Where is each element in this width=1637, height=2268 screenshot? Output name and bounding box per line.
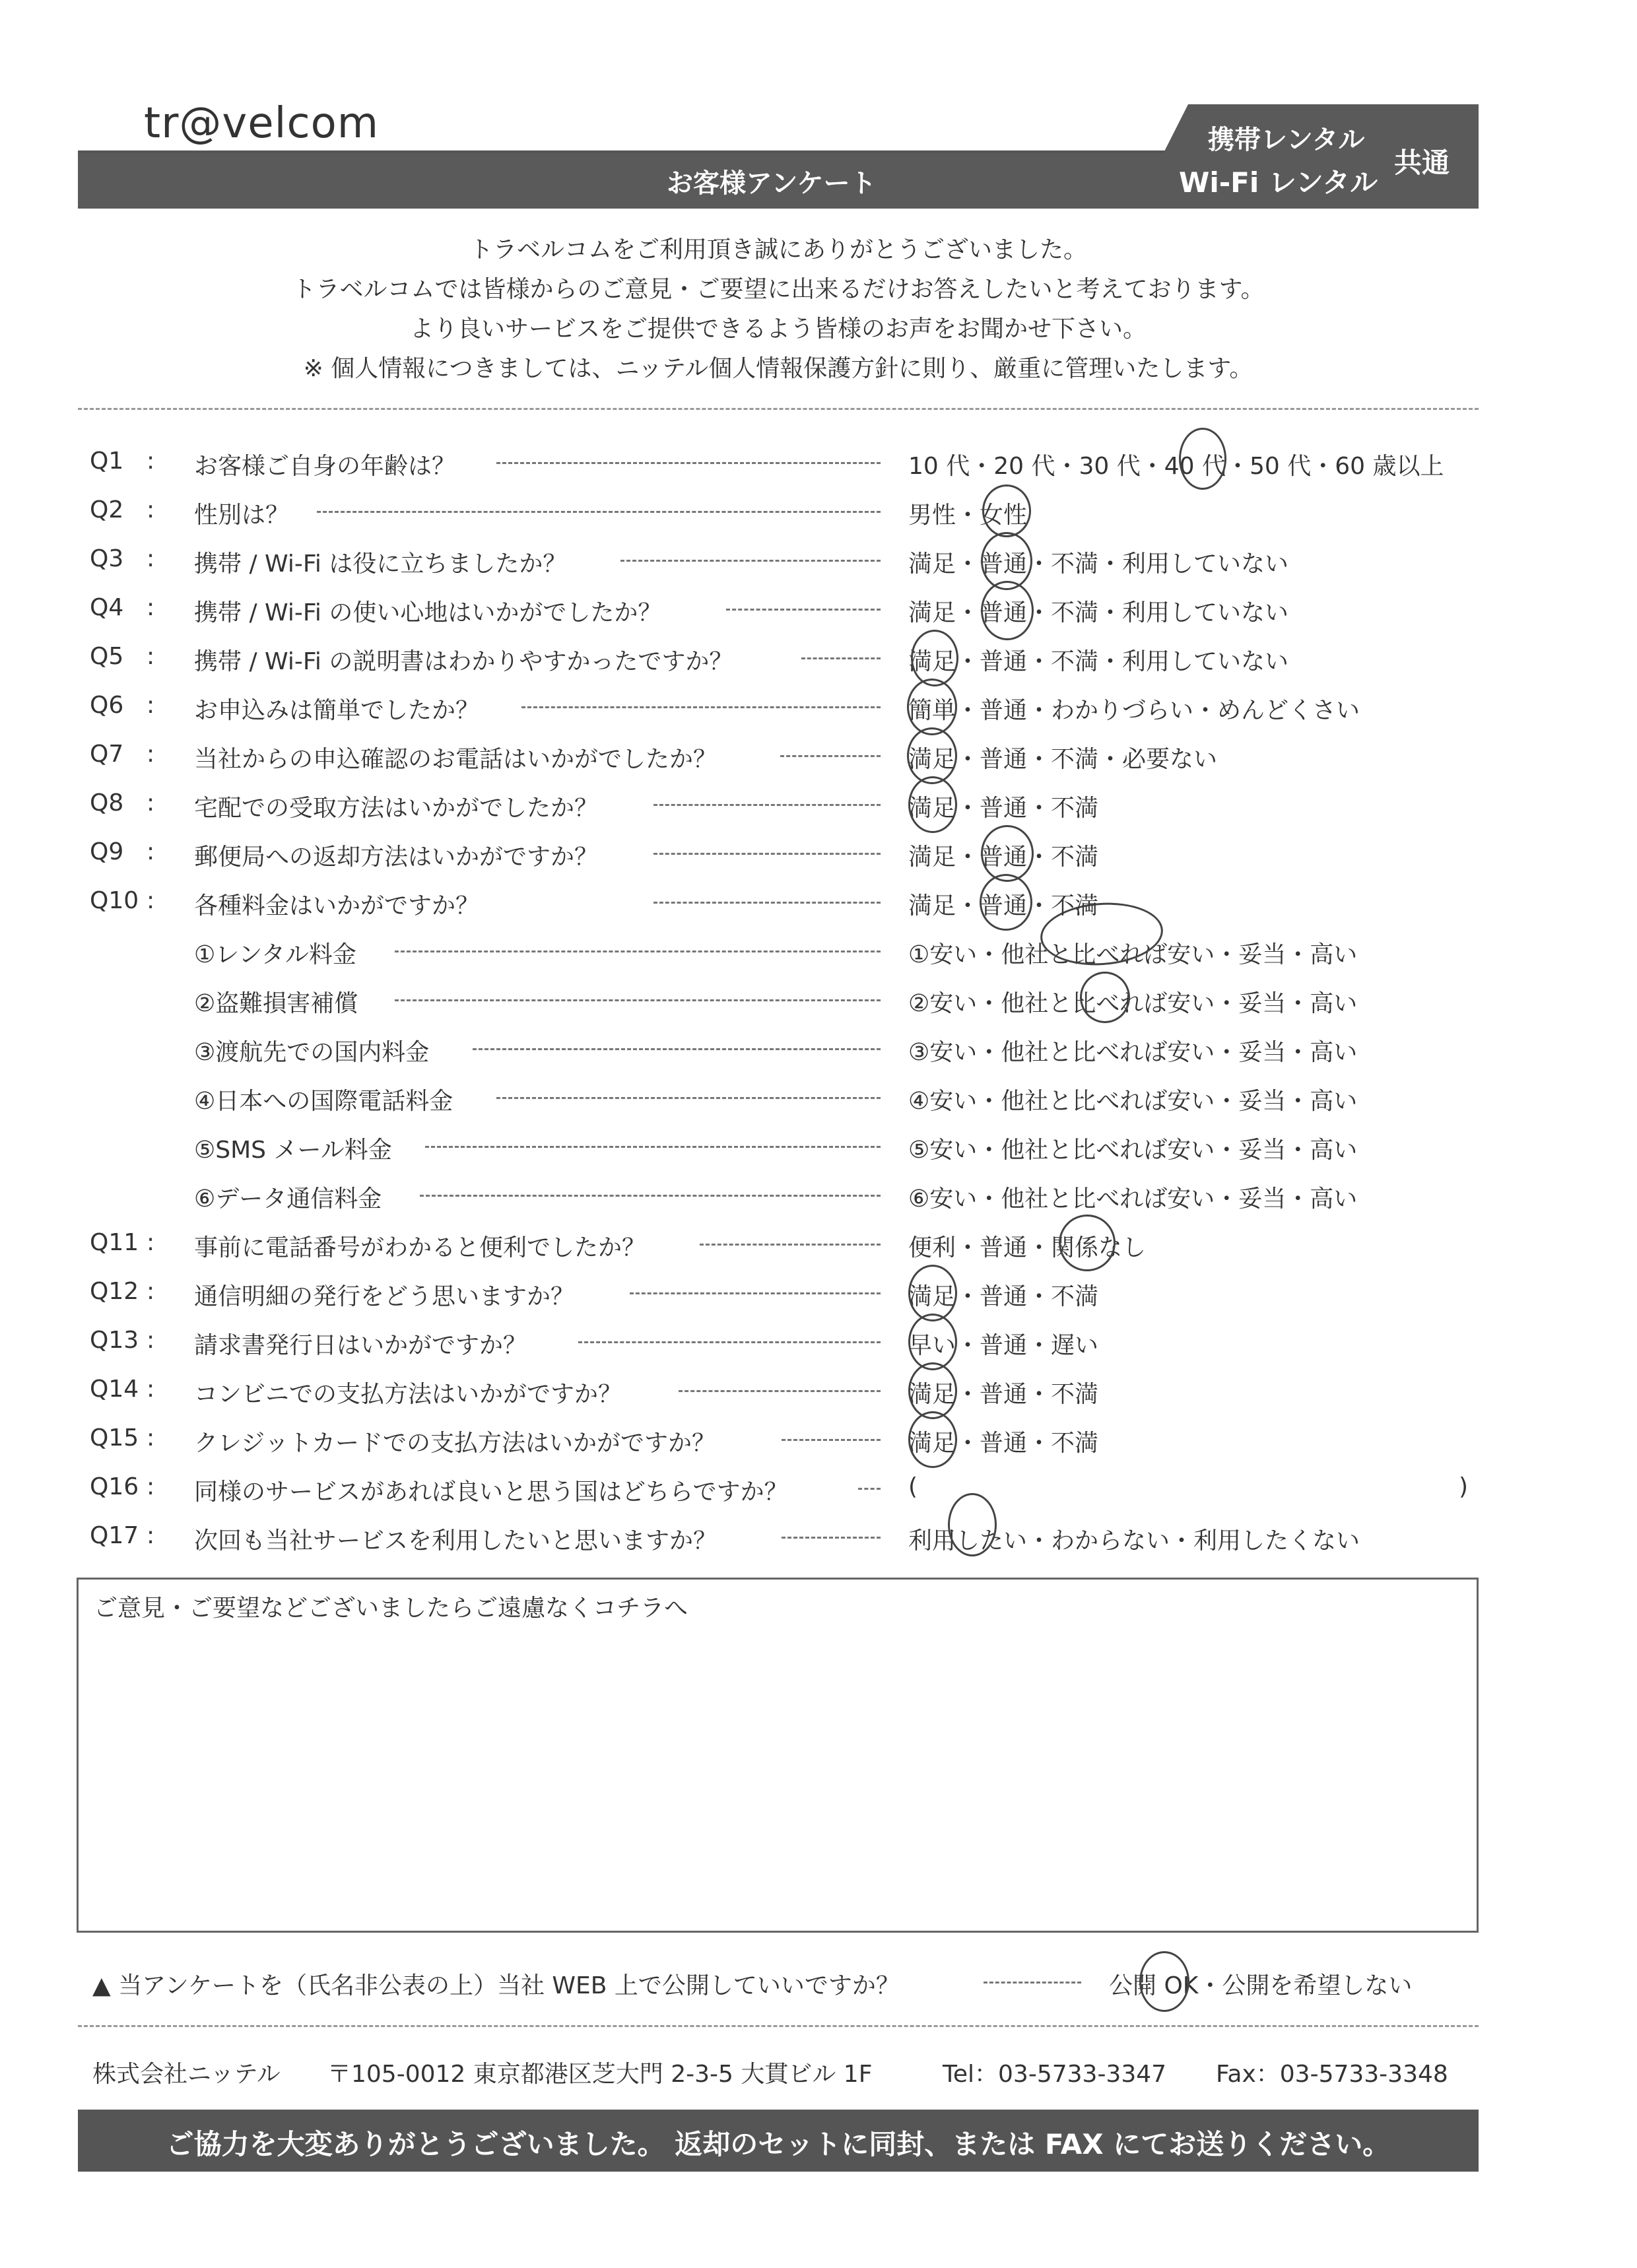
question-number: Q4 xyxy=(90,594,124,621)
question-text: お客様ご自身の年齢は？ xyxy=(194,453,456,480)
leader-line xyxy=(700,1244,881,1246)
fee-item: ⑥データ通信料金 xyxy=(194,1185,382,1213)
company-address: 〒105-0012 東京都港区芝大門 2-3-5 大貫ビル 1F xyxy=(327,2061,873,2088)
question-text: 次回も当社サービスを利用したいと思いますか？ xyxy=(194,1527,718,1554)
selection-circle xyxy=(948,1493,997,1556)
publish-question: ▲ 当アンケートを（氏名非公表の上）当社 WEB 上で公開していいですか？ xyxy=(92,1972,900,1999)
question-text: 郵便局への返却方法はいかがですか？ xyxy=(194,844,599,871)
colon: : xyxy=(147,545,155,572)
leader-line xyxy=(726,609,881,611)
intro-line: トラベルコムをご利用頂き誠にありがとうございました。 xyxy=(469,236,1087,263)
colon: : xyxy=(147,887,155,914)
bottom-bar-text: ご協力を大変ありがとうございました。 返却のセットに同封、または FAX にてお送りください。 xyxy=(166,2128,1391,2160)
question-number: Q16 xyxy=(90,1473,139,1500)
question-number: Q6 xyxy=(90,692,124,719)
fee-answer[interactable]: ③安い・他社と比べれば安い・妥当・高い xyxy=(908,1039,1358,1066)
selection-circle xyxy=(911,630,958,686)
answer-options[interactable]: 満足・普通・不満・利用していない xyxy=(908,599,1289,626)
selection-circle xyxy=(1179,428,1226,490)
fee-item: ④日本への国際電話料金 xyxy=(194,1088,453,1115)
answer-options[interactable]: 10 代・20 代・30 代・40 代・50 代・60 歳以上 xyxy=(908,453,1444,480)
selection-circle xyxy=(1139,1951,1189,2012)
leader-line xyxy=(780,755,881,757)
question-text: 同様のサービスがあれば良いと思う国はどちらですか？ xyxy=(194,1479,788,1506)
answer-options[interactable]: 満足・普通・不満・利用していない xyxy=(908,550,1289,578)
answer-options[interactable]: 利用したい・わからない・利用したくない xyxy=(908,1527,1360,1554)
selection-circle xyxy=(982,484,1031,537)
colon: : xyxy=(147,741,155,768)
leader-line xyxy=(395,999,881,1001)
leader-line xyxy=(473,1048,881,1050)
colon: : xyxy=(147,1473,155,1500)
selection-circle xyxy=(981,581,1034,640)
fee-answer[interactable]: ④安い・他社と比べれば安い・妥当・高い xyxy=(908,1088,1358,1115)
leader-line xyxy=(782,1537,881,1539)
company-name: 株式会社ニッテル xyxy=(92,2061,281,2088)
fee-answer[interactable]: ⑤安い・他社と比べれば安い・妥当・高い xyxy=(908,1137,1358,1164)
leader-line xyxy=(984,1982,1081,1984)
question-text: 各種料金はいかがですか？ xyxy=(194,892,480,919)
answer-open-paren: ( xyxy=(908,1473,918,1500)
answer-options[interactable]: 満足・普通・不満 xyxy=(908,1283,1099,1310)
travelcom-logo: tr@velcom xyxy=(144,99,380,148)
header-common: 共通 xyxy=(1394,147,1450,179)
answer-close-paren: ) xyxy=(1459,1473,1469,1500)
answer-options[interactable]: 満足・普通・不満・利用していない xyxy=(908,648,1289,675)
colon: : xyxy=(147,1522,155,1549)
question-text: クレジットカードでの支払方法はいかがですか？ xyxy=(194,1430,716,1457)
colon: : xyxy=(147,1376,155,1403)
question-number: Q15 xyxy=(90,1424,139,1451)
question-text: 請求書発行日はいかがですか？ xyxy=(194,1332,527,1359)
header-mobile-rental: 携帯レンタル xyxy=(1208,125,1365,155)
question-number: Q13 xyxy=(90,1327,139,1354)
question-number: Q3 xyxy=(90,545,124,572)
selection-circle xyxy=(1080,972,1130,1023)
question-number: Q14 xyxy=(90,1376,139,1403)
answer-options[interactable]: 満足・普通・不満 xyxy=(908,1430,1099,1457)
comment-box[interactable] xyxy=(77,1578,1479,1933)
leader-line xyxy=(679,1390,881,1392)
company-fax: Fax：03-5733-3348 xyxy=(1216,2061,1448,2088)
leader-line xyxy=(858,1488,881,1490)
colon: : xyxy=(147,838,155,865)
selection-circle xyxy=(1059,1215,1116,1271)
colon: : xyxy=(147,594,155,621)
colon: : xyxy=(147,692,155,719)
fee-answer[interactable]: ②安い・他社と比べれば安い・妥当・高い xyxy=(908,990,1358,1017)
question-number: Q9 xyxy=(90,838,124,865)
leader-line xyxy=(521,706,881,708)
question-text: コンビニでの支払方法はいかがですか？ xyxy=(194,1381,622,1408)
question-number: Q8 xyxy=(90,789,124,817)
answer-options[interactable]: 満足・普通・不満・必要ない xyxy=(908,746,1218,773)
answer-options[interactable]: 満足・普通・不満 xyxy=(908,1381,1099,1408)
section-divider xyxy=(78,408,1479,410)
question-text: 携帯 / Wi-Fi は役に立ちましたか？ xyxy=(194,550,567,578)
answer-options[interactable]: 満足・普通・不満 xyxy=(908,892,1099,919)
leader-line xyxy=(653,902,881,904)
question-number: Q2 xyxy=(90,496,124,523)
leader-line xyxy=(620,560,881,562)
leader-line xyxy=(496,1097,881,1099)
fee-item: ①レンタル料金 xyxy=(194,941,356,968)
answer-options[interactable]: 満足・普通・不満 xyxy=(908,844,1099,871)
colon: : xyxy=(147,1229,155,1256)
colon: : xyxy=(147,448,155,475)
question-number: Q7 xyxy=(90,741,124,768)
question-number: Q17 xyxy=(90,1522,139,1549)
intro-line: より良いサービスをご提供できるよう皆様のお声をお聞かせ下さい。 xyxy=(409,316,1147,343)
question-text: 通信明細の発行をどう思いますか？ xyxy=(194,1283,575,1310)
leader-line xyxy=(578,1341,881,1343)
question-number: Q1 xyxy=(90,448,124,475)
leader-line xyxy=(653,853,881,855)
publish-answer[interactable]: 公開 OK・公開を希望しない xyxy=(1109,1972,1413,1999)
selection-circle xyxy=(980,874,1032,931)
colon: : xyxy=(147,789,155,817)
colon: : xyxy=(147,643,155,670)
question-text: 携帯 / Wi-Fi の説明書はわかりやすかったですか？ xyxy=(194,648,733,675)
fee-item: ⑤SMS メール料金 xyxy=(194,1137,392,1164)
fee-item: ②盗難損害補償 xyxy=(194,990,358,1017)
leader-line xyxy=(317,511,881,513)
fee-item: ③渡航先での国内料金 xyxy=(194,1039,430,1066)
question-text: 事前に電話番号がわかると便利でしたか？ xyxy=(194,1234,646,1261)
fee-answer[interactable]: ①安い・他社と比べれば安い・妥当・高い xyxy=(908,941,1358,968)
question-text: 当社からの申込確認のお電話はいかがでしたか？ xyxy=(194,746,718,773)
survey-title: お客様アンケート xyxy=(667,168,877,199)
leader-line xyxy=(782,1439,881,1441)
selection-circle xyxy=(908,1411,957,1468)
colon: : xyxy=(147,1424,155,1451)
question-text: 性別は？ xyxy=(194,502,290,529)
leader-line xyxy=(801,657,881,659)
leader-line xyxy=(630,1292,881,1294)
question-number: Q11 xyxy=(90,1229,139,1256)
question-number: Q12 xyxy=(90,1278,139,1305)
answer-options[interactable]: 早い・普通・遅い xyxy=(908,1332,1099,1359)
question-text: 携帯 / Wi-Fi の使い心地はいかがでしたか？ xyxy=(194,599,662,626)
country-input[interactable] xyxy=(924,1473,1452,1502)
answer-options[interactable]: 満足・普通・不満 xyxy=(908,795,1099,822)
answer-options[interactable]: 男性・女性 xyxy=(908,502,1028,529)
question-number: Q10 xyxy=(90,887,139,914)
company-tel: Tel：03-5733-3347 xyxy=(943,2061,1167,2088)
question-text: お申込みは簡単でしたか？ xyxy=(194,697,480,724)
leader-line xyxy=(395,951,881,952)
selection-circle xyxy=(908,776,957,833)
colon: : xyxy=(147,1327,155,1354)
comment-label: ご意見・ご要望などございましたらご遠慮なくコチラへ xyxy=(94,1595,688,1622)
leader-line xyxy=(425,1146,881,1148)
answer-options[interactable]: 便利・普通・関係なし xyxy=(908,1234,1147,1261)
header-wifi-rental: Wi-Fi レンタル xyxy=(1179,166,1378,199)
question-number: Q5 xyxy=(90,643,124,670)
colon: : xyxy=(147,1278,155,1305)
section-divider xyxy=(78,2025,1479,2027)
leader-line xyxy=(653,804,881,806)
leader-line xyxy=(420,1195,881,1197)
answer-options[interactable]: 簡単・普通・わかりづらい・めんどくさい xyxy=(908,697,1360,724)
question-text: 宅配での受取方法はいかがでしたか？ xyxy=(194,795,599,822)
colon: : xyxy=(147,496,155,523)
fee-answer[interactable]: ⑥安い・他社と比べれば安い・妥当・高い xyxy=(908,1185,1358,1213)
leader-line xyxy=(496,462,881,464)
intro-line: ※ 個人情報につきましては、ニッテル個人情報保護方針に則り、厳重に管理いたします。 xyxy=(303,355,1253,382)
intro-line: トラベルコムでは皆様からのご意見・ご要望に出来るだけお答えしたいと考えております。 xyxy=(292,276,1265,303)
